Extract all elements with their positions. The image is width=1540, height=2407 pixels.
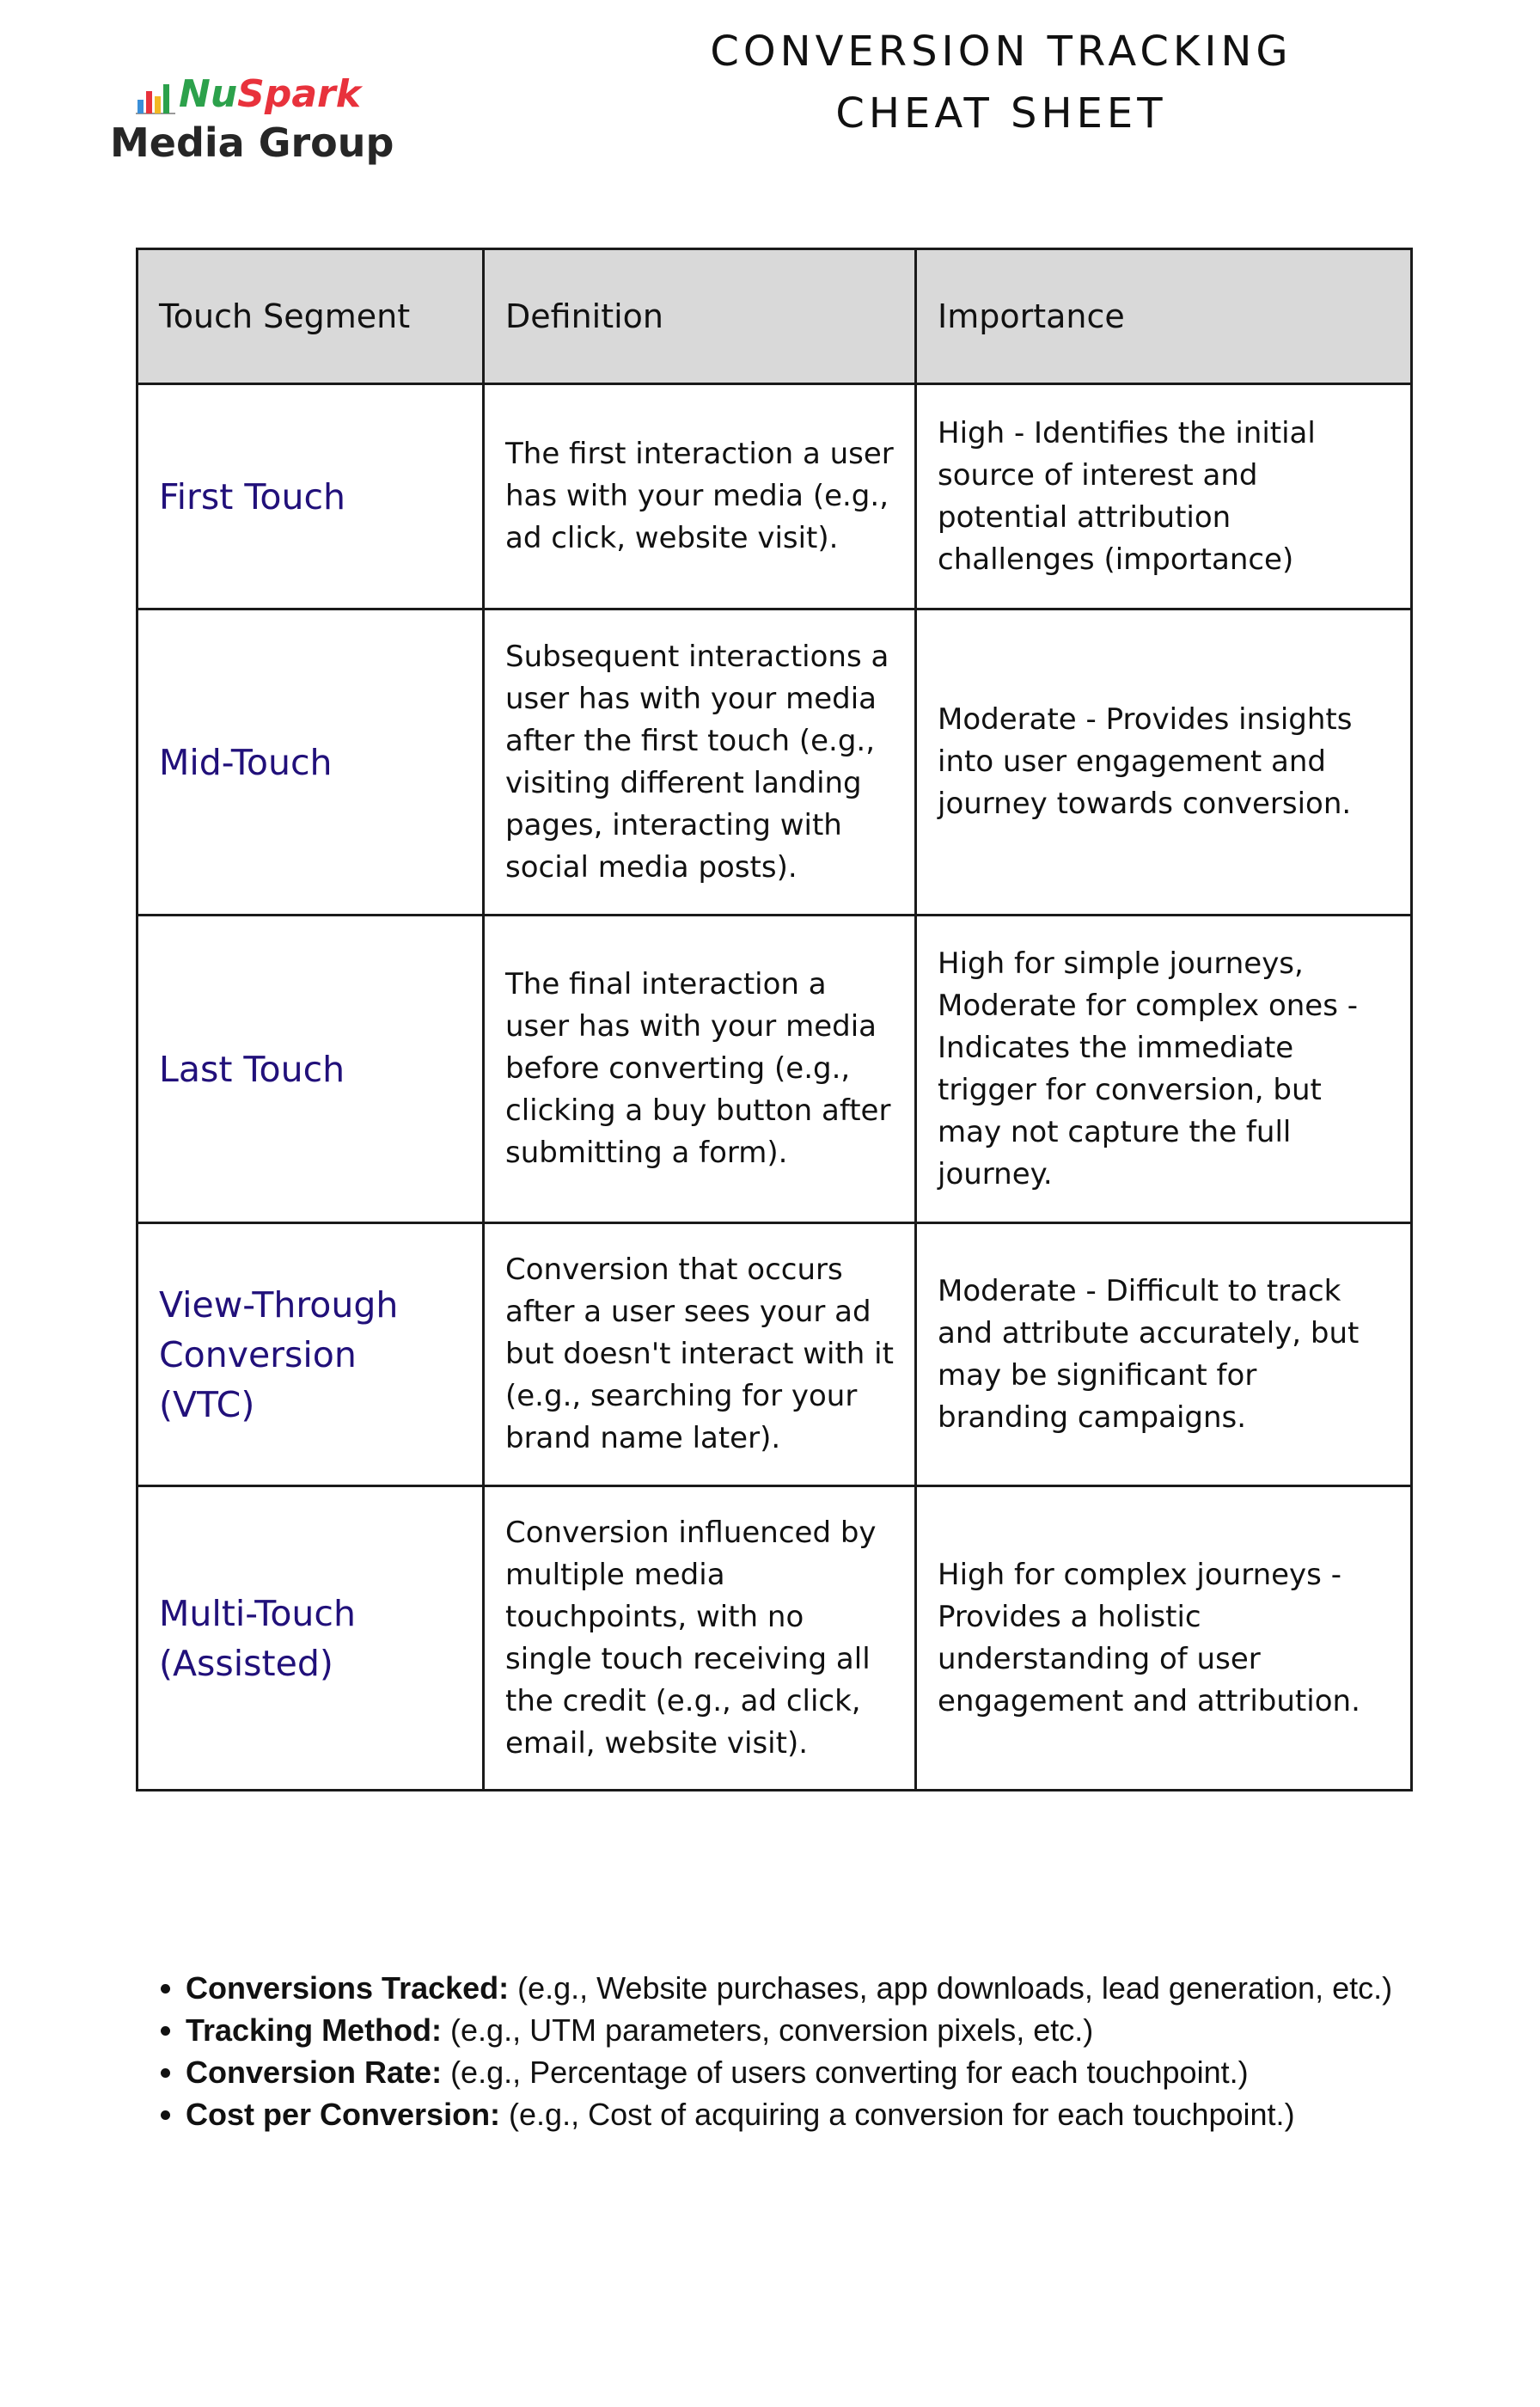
segment-cell: First Touch [138, 384, 484, 609]
segment-cell: View-Through Conversion (VTC) [138, 1223, 484, 1486]
note-label: Tracking Method: [186, 2012, 443, 2048]
note-label: Conversions Tracked: [186, 1970, 510, 2006]
segment-cell: Multi-Touch (Assisted) [138, 1486, 484, 1791]
logo-spark-text: Spark [237, 72, 361, 116]
nuspark-logo [110, 69, 394, 172]
segment-cell: Mid-Touch [138, 609, 484, 916]
touch-segment-table [136, 248, 1413, 1791]
page-title [653, 21, 1349, 144]
page-title-line-2: CHEAT SHEET [835, 89, 1167, 138]
table-row [138, 1223, 1412, 1486]
table-row [138, 384, 1412, 609]
table-header-row [138, 249, 1412, 384]
list-item [186, 2009, 1526, 2051]
list-item [186, 2093, 1526, 2135]
list-item [186, 2051, 1526, 2093]
importance-cell: High for simple journeys, Moderate for complex ones - Indicates the immediate trigger for conversion, but may not capture the full journey. [916, 916, 1412, 1223]
definition-cell: The final interaction a user has with your media before converting (e.g., clicking a buy button after submitting a form). [484, 916, 916, 1223]
tracking-notes-list [153, 1967, 1526, 2135]
logo-brand-name [179, 69, 361, 120]
table-row [138, 916, 1412, 1223]
note-text: (e.g., Percentage of users converting for each touchpoint.) [442, 2055, 1249, 2090]
importance-cell: High for complex journeys - Provides a holistic understanding of user engagement and attribution. [916, 1486, 1412, 1791]
note-label: Conversion Rate: [186, 2055, 443, 2090]
importance-cell: Moderate - Difficult to track and attribute accurately, but may be significant for branding campaigns. [916, 1223, 1412, 1486]
note-text: (e.g., Cost of acquiring a conversion for each touchpoint.) [500, 2097, 1295, 2132]
definition-cell: The first interaction a user has with your media (e.g., ad click, website visit). [484, 384, 916, 609]
bar-chart-icon [134, 79, 177, 115]
table-row [138, 1486, 1412, 1791]
column-header-touch-segment: Touch Segment [138, 249, 484, 384]
column-header-importance: Importance [916, 249, 1412, 384]
logo-nu-text: Nu [179, 72, 238, 116]
logo-subtitle: Media Group [110, 119, 394, 166]
column-header-definition: Definition [484, 249, 916, 384]
page-title-line-1: CONVERSION TRACKING [710, 28, 1292, 76]
importance-cell: Moderate - Provides insights into user engagement and journey towards conversion. [916, 609, 1412, 916]
note-text: (e.g., Website purchases, app downloads, lead generation, etc.) [509, 1970, 1393, 2006]
table-row [138, 609, 1412, 916]
note-text: (e.g., UTM parameters, conversion pixels, etc.) [442, 2012, 1094, 2048]
segment-cell: Last Touch [138, 916, 484, 1223]
definition-cell: Conversion that occurs after a user sees your ad but doesn't interact with it (e.g., searching for your brand name later). [484, 1223, 916, 1486]
note-label: Cost per Conversion: [186, 2097, 501, 2132]
list-item [186, 1967, 1526, 2009]
definition-cell: Subsequent interactions a user has with your media after the first touch (e.g., visiting different landing pages, interacting with social media posts). [484, 609, 916, 916]
importance-cell: High - Identifies the initial source of interest and potential attribution challenges (importance) [916, 384, 1412, 609]
definition-cell: Conversion influenced by multiple media touchpoints, with no single touch receiving all the credit (e.g., ad click, email, website visit). [484, 1486, 916, 1791]
